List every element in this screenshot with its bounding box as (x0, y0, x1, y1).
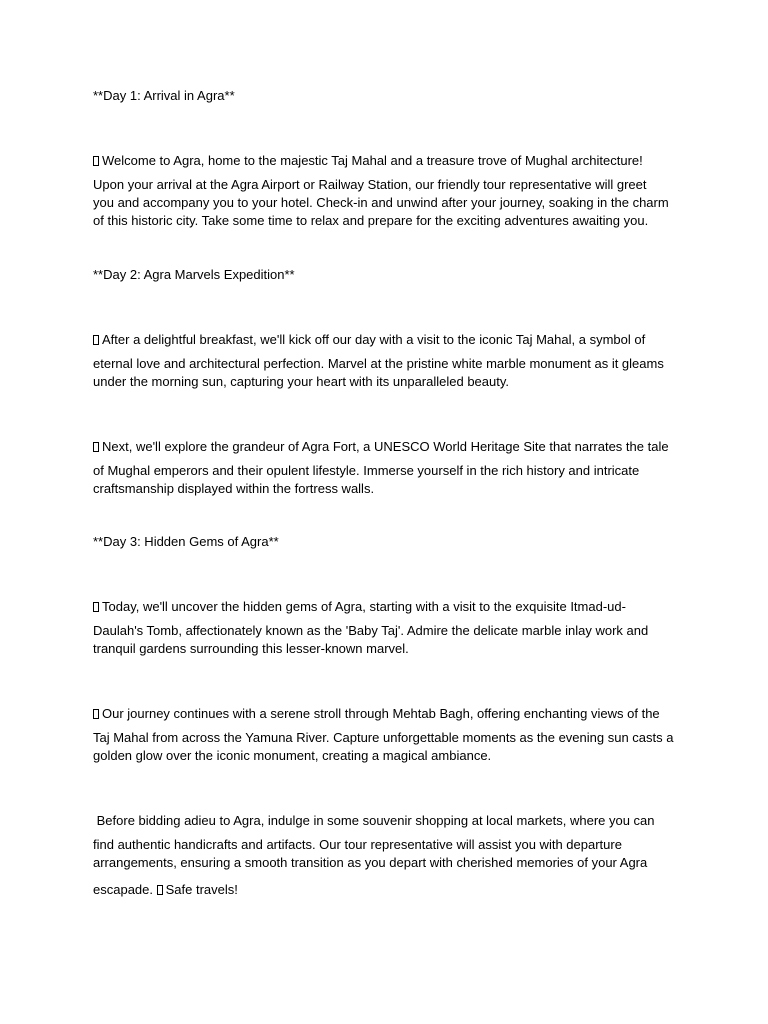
day-1-paragraph-1 (93, 152, 683, 230)
paragraph-line: under the morning sun, capturing your heart with its unparalleled beauty. (93, 374, 510, 389)
missing-glyph-icon (93, 335, 99, 345)
paragraph-line: Upon your arrival at the Agra Airport or Railway Station, our friendly tour representative will greet (93, 177, 647, 192)
day-2-paragraph-2 (93, 438, 683, 498)
day-3-paragraph-2 (93, 705, 683, 765)
paragraph-line: After a delightful breakfast, we'll kick off our day with a visit to the iconic Taj Mahal, a symbol of (102, 332, 646, 347)
day-2-heading: **Day 2: Agra Marvels Expedition** (93, 267, 295, 282)
closing-paragraph (93, 812, 683, 899)
paragraph-line: of Mughal emperors and their opulent lifestyle. Immerse yourself in the rich history and intricate (93, 463, 640, 478)
paragraph-line: of this historic city. Take some time to relax and prepare for the exciting adventures awaiting you. (93, 213, 649, 228)
missing-glyph-icon (93, 602, 99, 612)
missing-glyph-icon (93, 442, 99, 452)
paragraph-line: Taj Mahal from across the Yamuna River. Capture unforgettable moments as the evening sun casts a (93, 730, 674, 745)
paragraph-line: Welcome to Agra, home to the majestic Taj Mahal and a treasure trove of Mughal architecture! (102, 153, 643, 168)
paragraph-line: tranquil gardens surrounding this lesser-known marvel. (93, 641, 409, 656)
day-2-paragraph-1 (93, 331, 683, 391)
paragraph-line: Daulah's Tomb, affectionately known as the 'Baby Taj'. Admire the delicate marble inlay work and (93, 623, 649, 638)
missing-glyph-icon (157, 885, 163, 895)
paragraph-line: you and accompany you to your hotel. Check-in and unwind after your journey, soaking in the charm (93, 195, 669, 210)
paragraph-line: find authentic handicrafts and artifacts. Our tour representative will assist you with departure (93, 837, 622, 852)
paragraph-line: Our journey continues with a serene stroll through Mehtab Bagh, offering enchanting views of the (102, 706, 660, 721)
day-3-heading: **Day 3: Hidden Gems of Agra** (93, 534, 279, 549)
paragraph-line: craftsmanship displayed within the fortress walls. (93, 481, 375, 496)
missing-glyph-icon (93, 709, 99, 719)
missing-glyph-icon (93, 156, 99, 166)
paragraph-line: golden glow over the iconic monument, creating a magical ambiance. (93, 748, 492, 763)
day-1-heading: **Day 1: Arrival in Agra** (93, 88, 235, 103)
day-3-paragraph-1 (93, 598, 683, 658)
paragraph-line: escapade. Safe travels! (93, 882, 238, 897)
paragraph-line: Next, we'll explore the grandeur of Agra Fort, a UNESCO World Heritage Site that narrates the tale (102, 439, 669, 454)
paragraph-line: eternal love and architectural perfection. Marvel at the pristine white marble monument as it gleams (93, 356, 664, 371)
paragraph-line: arrangements, ensuring a smooth transition as you depart with cherished memories of your Agra (93, 855, 648, 870)
paragraph-line: Today, we'll uncover the hidden gems of Agra, starting with a visit to the exquisite Itmad-ud- (102, 599, 626, 614)
paragraph-line: Before bidding adieu to Agra, indulge in some souvenir shopping at local markets, where you can (96, 813, 655, 828)
